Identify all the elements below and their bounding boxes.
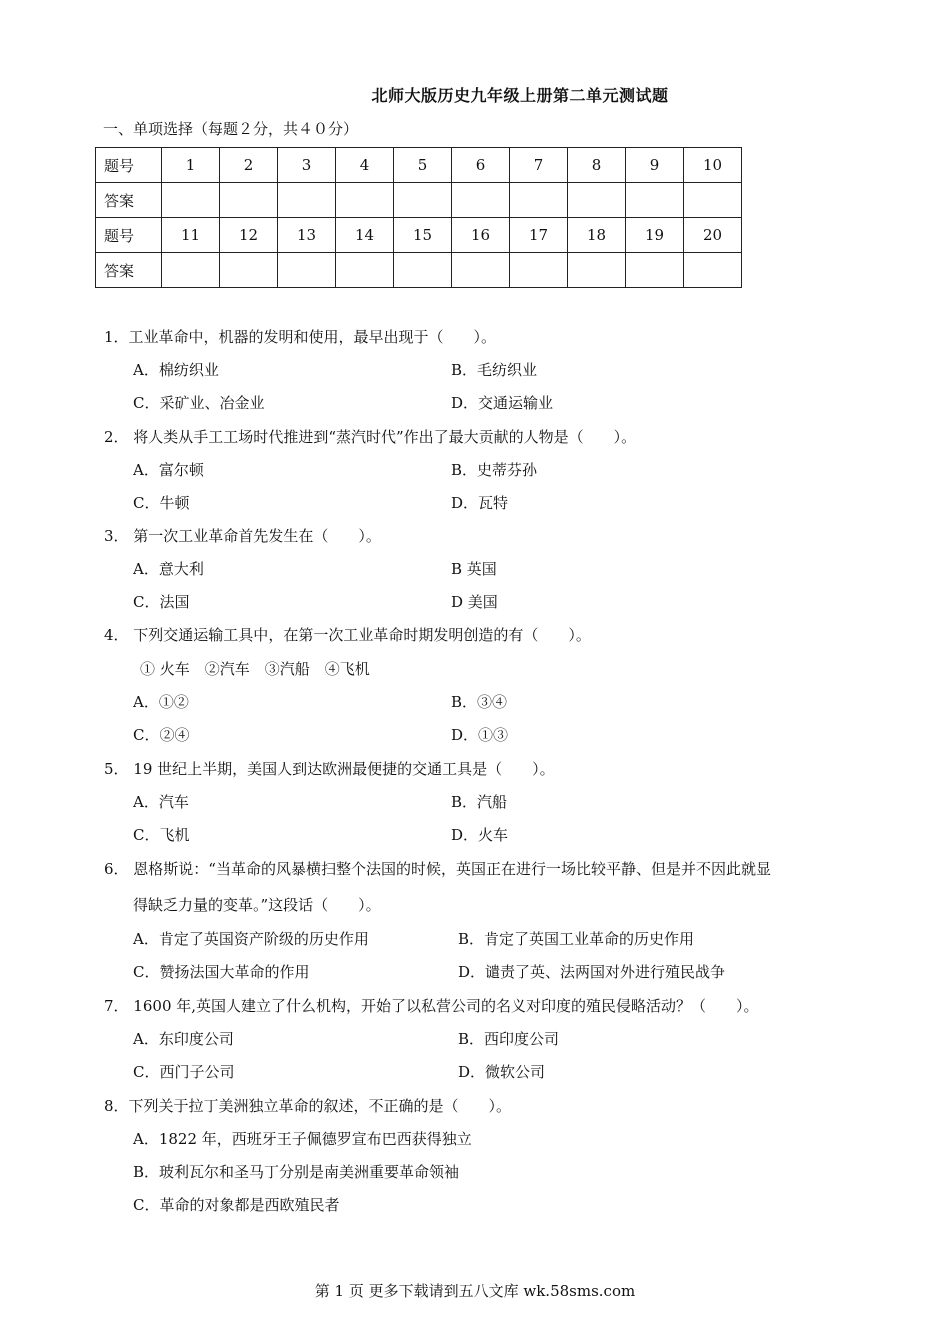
question-stem: 1．工业革命中，机器的发明和使用，最早出现于（ ）。 [104, 328, 497, 346]
question-stem: 6． 恩格斯说：“当革命的风暴横扫整个法国的时候，英国正在进行一场比较平静、但是并不因此就显 [104, 860, 771, 878]
answer-cell[interactable] [278, 253, 336, 288]
answer-cell[interactable] [626, 183, 684, 218]
option-b: B．毛纺织业 [451, 361, 538, 379]
number-cell: 18 [568, 218, 626, 253]
number-cell: 17 [510, 218, 568, 253]
option-d: D 美国 [451, 593, 498, 611]
answer-table [95, 147, 742, 288]
answer-cell[interactable] [626, 253, 684, 288]
option-b: B．肯定了英国工业革命的历史作用 [458, 930, 695, 948]
table-row [96, 253, 742, 288]
answer-cell[interactable] [452, 253, 510, 288]
option-b: B 英国 [451, 560, 497, 578]
answer-cell[interactable] [162, 183, 220, 218]
answer-cell[interactable] [162, 253, 220, 288]
answer-cell[interactable] [568, 253, 626, 288]
option-d: D．微软公司 [458, 1063, 546, 1081]
option-b: B．③④ [451, 693, 508, 711]
number-cell: 8 [568, 148, 626, 183]
answer-cell[interactable] [684, 253, 742, 288]
number-cell: 3 [278, 148, 336, 183]
option-d: D．火车 [451, 826, 509, 844]
number-cell: 6 [452, 148, 510, 183]
number-cell: 10 [684, 148, 742, 183]
option-a: A．富尔顿 [133, 461, 204, 479]
option-a: A．意大利 [133, 560, 204, 578]
option-c: C．牛顿 [133, 494, 190, 512]
option-c: C．革命的对象都是西欧殖民者 [133, 1196, 340, 1214]
option-a: A．棉纺织业 [133, 361, 219, 379]
number-cell: 12 [220, 218, 278, 253]
option-d: D．谴责了英、法两国对外进行殖民战争 [458, 963, 726, 981]
answer-cell[interactable] [510, 253, 568, 288]
page-footer: 第 1 页 更多下载请到五八文库 wk.58sms.com [314, 1282, 636, 1300]
number-cell: 7 [510, 148, 568, 183]
row-header: 题号 [96, 218, 162, 253]
answer-cell[interactable] [336, 253, 394, 288]
answer-cell[interactable] [452, 183, 510, 218]
option-c: C．飞机 [133, 826, 190, 844]
row-header: 答案 [96, 183, 162, 218]
table-row [96, 183, 742, 218]
number-cell: 19 [626, 218, 684, 253]
row-header: 题号 [96, 148, 162, 183]
answer-cell[interactable] [336, 183, 394, 218]
option-c: C．采矿业、冶金业 [133, 394, 265, 412]
option-d: D．瓦特 [451, 494, 509, 512]
option-a: A．肯定了英国资产阶级的历史作用 [133, 930, 369, 948]
number-cell: 20 [684, 218, 742, 253]
question-stem-continued: 得缺乏力量的变革。”这段话（ ）。 [133, 896, 381, 914]
question-sub-items: ① 火车 ②汽车 ③汽船 ④飞机 [140, 660, 370, 678]
option-a: A．①② [133, 693, 189, 711]
question-stem: 5． 19 世纪上半期，美国人到达欧洲最便捷的交通工具是（ ）。 [104, 760, 555, 778]
row-header: 答案 [96, 253, 162, 288]
option-c: C．西门子公司 [133, 1063, 235, 1081]
section-heading: 一、单项选择（每题２分，共４０分） [103, 120, 359, 138]
answer-cell[interactable] [394, 183, 452, 218]
answer-cell[interactable] [278, 183, 336, 218]
answer-cell[interactable] [510, 183, 568, 218]
answer-cell[interactable] [394, 253, 452, 288]
page-title: 北师大版历史九年级上册第二单元测试题 [371, 86, 669, 105]
question-stem: 4． 下列交通运输工具中，在第一次工业革命时期发明创造的有（ ）。 [104, 626, 591, 644]
number-cell: 15 [394, 218, 452, 253]
question-stem: 8．下列关于拉丁美洲独立革命的叙述，不正确的是（ ）。 [104, 1097, 512, 1115]
option-d: D．①③ [451, 726, 509, 744]
option-b: B．西印度公司 [458, 1030, 560, 1048]
number-cell: 16 [452, 218, 510, 253]
option-a: A．东印度公司 [133, 1030, 234, 1048]
option-c: C．法国 [133, 593, 190, 611]
answer-cell[interactable] [684, 183, 742, 218]
option-b: B．史蒂芬孙 [451, 461, 538, 479]
option-b: B．玻利瓦尔和圣马丁分别是南美洲重要革命领袖 [133, 1163, 460, 1181]
number-cell: 14 [336, 218, 394, 253]
number-cell: 9 [626, 148, 684, 183]
number-cell: 11 [162, 218, 220, 253]
option-b: B．汽船 [451, 793, 508, 811]
table-row [96, 218, 742, 253]
question-stem: 2． 将人类从手工工场时代推进到“蒸汽时代”作出了最大贡献的人物是（ ）。 [104, 428, 637, 446]
number-cell: 1 [162, 148, 220, 183]
option-c: C．赞扬法国大革命的作用 [133, 963, 310, 981]
option-d: D．交通运输业 [451, 394, 554, 412]
number-cell: 4 [336, 148, 394, 183]
answer-cell[interactable] [568, 183, 626, 218]
answer-cell[interactable] [220, 253, 278, 288]
number-cell: 13 [278, 218, 336, 253]
option-a: A．汽车 [133, 793, 189, 811]
number-cell: 2 [220, 148, 278, 183]
question-stem: 7． 1600 年,英国人建立了什么机构，开始了以私营公司的名义对印度的殖民侵略活动？（ ）。 [104, 997, 759, 1015]
number-cell: 5 [394, 148, 452, 183]
answer-cell[interactable] [220, 183, 278, 218]
option-a: A．1822 年，西班牙王子佩德罗宣布巴西获得独立 [133, 1130, 472, 1148]
option-c: C．②④ [133, 726, 190, 744]
table-row [96, 148, 742, 183]
question-stem: 3． 第一次工业革命首先发生在（ ）。 [104, 527, 381, 545]
